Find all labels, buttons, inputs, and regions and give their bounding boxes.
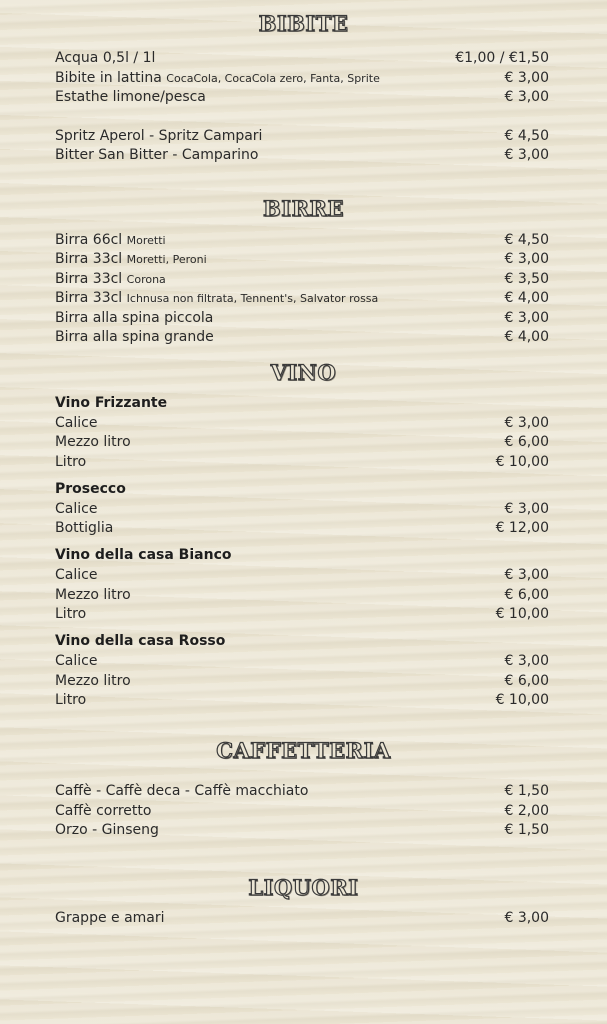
menu-item: Orzo - Ginseng € 1,50: [55, 822, 549, 838]
menu-item: Litro € 10,00: [55, 454, 549, 470]
menu-item: Mezzo litro € 6,00: [55, 587, 549, 603]
menu-item: Bottiglia € 12,00: [55, 520, 549, 536]
menu-item: Birra 33cl Corona € 3,50: [55, 271, 549, 287]
group-title: Vino della casa Rosso: [55, 633, 226, 649]
menu-item: Acqua 0,5l / 1l €1,00 / €1,50: [55, 50, 549, 66]
section-title-vino: VINO: [270, 360, 337, 385]
menu-item: Birra 33cl Ichnusa non filtrata, Tennent's, Salvator rossa € 4,00: [55, 290, 549, 306]
menu-item: Litro € 10,00: [55, 606, 549, 622]
menu-item: Litro € 10,00: [55, 692, 549, 708]
menu-item: Estathe limone/pesca € 3,00: [55, 89, 549, 105]
menu-item: Calice € 3,00: [55, 501, 549, 517]
section-title-caffetteria: CAFFETTERIA: [216, 738, 391, 763]
menu-item: Caffè - Caffè deca - Caffè macchiato € 1,50: [55, 783, 549, 799]
menu-item: Caffè corretto € 2,00: [55, 803, 549, 819]
group-title: Prosecco: [55, 481, 126, 497]
menu-item: Calice € 3,00: [55, 415, 549, 431]
menu-item: Mezzo litro € 6,00: [55, 434, 549, 450]
group-title: Vino Frizzante: [55, 395, 168, 411]
menu-item: Birra alla spina grande € 4,00: [55, 329, 549, 345]
menu-item: Grappe e amari € 3,00: [55, 910, 549, 926]
menu-item: Birra 33cl Moretti, Peroni € 3,00: [55, 251, 549, 267]
menu-item: Calice € 3,00: [55, 653, 549, 669]
section-title-bibite: BIBITE: [258, 11, 349, 36]
menu-item: Bibite in lattina CocaCola, CocaCola zero, Fanta, Sprite € 3,00: [55, 70, 549, 86]
menu-item: Birra 66cl Moretti € 4,50: [55, 232, 549, 248]
menu-item: Mezzo litro € 6,00: [55, 673, 549, 689]
menu-item: Birra alla spina piccola € 3,00: [55, 310, 549, 326]
section-title-liquori: LIQUORI: [248, 875, 359, 900]
section-title-birre: BIRRE: [263, 196, 344, 221]
menu-item: Spritz Aperol - Spritz Campari € 4,50: [55, 128, 549, 144]
menu-item: Bitter San Bitter - Camparino € 3,00: [55, 147, 549, 163]
menu-item: Calice € 3,00: [55, 567, 549, 583]
group-title: Vino della casa Bianco: [55, 547, 232, 563]
